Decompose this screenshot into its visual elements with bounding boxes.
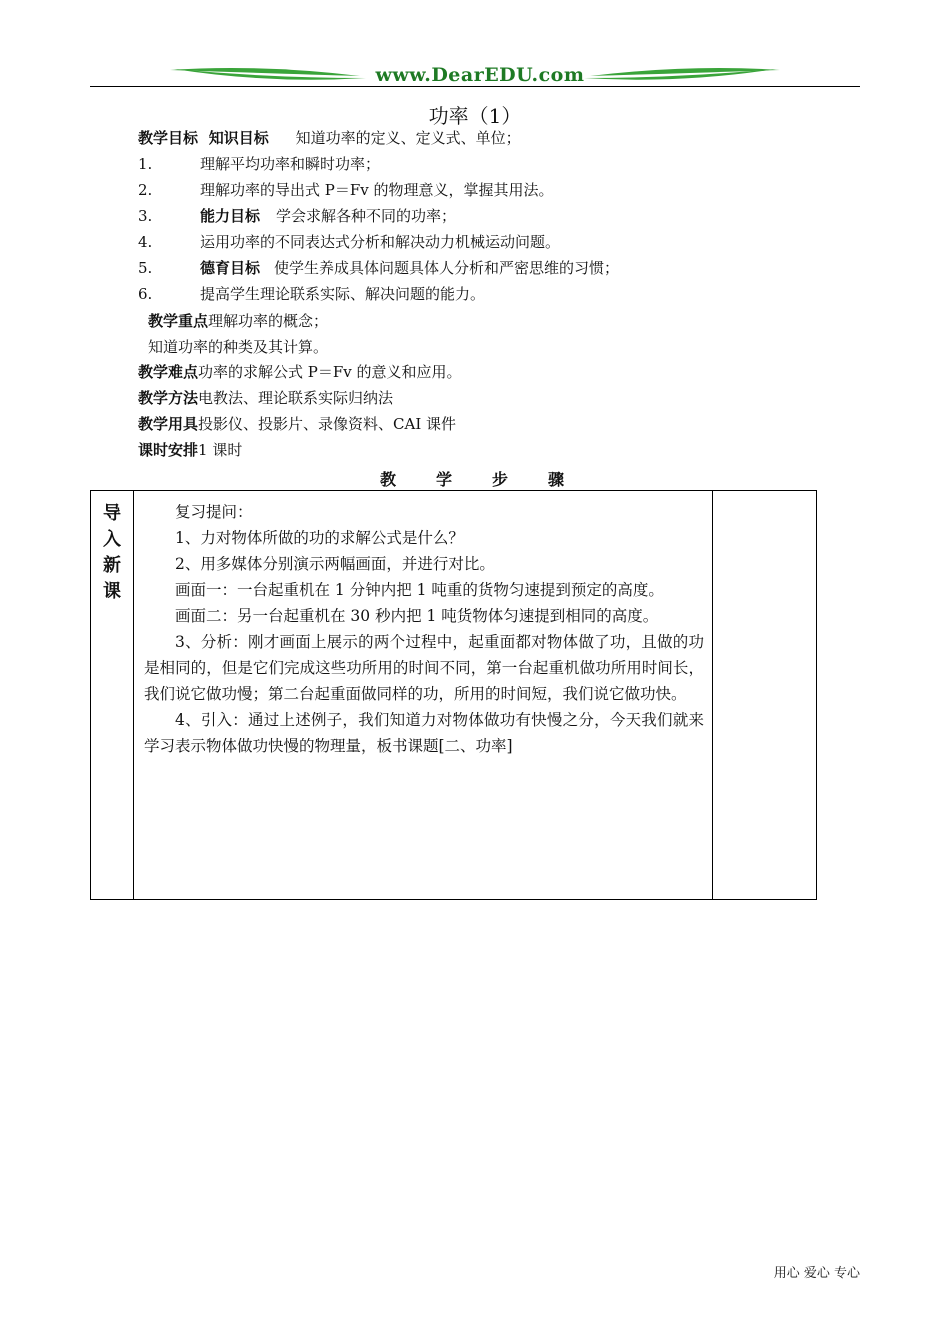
item-text: 使学生养成具体问题具体人分析和严密思维的习惯； (274, 259, 620, 277)
objective-item (138, 232, 560, 252)
moral-label: 德育目标 (200, 259, 261, 277)
paragraph: 画面一：一台起重机在 1 分钟内把 1 吨重的货物匀速提到预定的高度。 (175, 581, 664, 599)
knowledge-label: 知识目标 (208, 129, 269, 147)
key-points-label: 教学重点 (148, 312, 209, 330)
lesson-content-cell (134, 491, 713, 900)
section-label-char: 入 (103, 529, 121, 550)
site-logo-text: www.DearEDU.com (375, 64, 585, 86)
objectives-line (138, 128, 521, 148)
lesson-table (90, 490, 817, 900)
item-number: 5. (138, 259, 153, 277)
key-points-line-2: 知道功率的种类及其计算。 (148, 338, 329, 356)
difficulty-text: 功率的求解公式 P＝Fv 的意义和应用。 (198, 363, 462, 381)
page-title: 功率（1） (428, 104, 522, 128)
objectives-label: 教学目标 (138, 129, 199, 147)
item-text: 运用功率的不同表达式分析和解决动力机械运动问题。 (200, 233, 561, 251)
section-label-char: 导 (103, 503, 121, 524)
item-text: 理解功率的导出式 P＝Fv 的物理意义，掌握其用法。 (200, 181, 554, 199)
paragraph: 3、分析：刚才画面上展示的两个过程中，起重面都对物体做了功，且做的功是相同的，但是它们完成这些功所用的时间不同，第一台起重机做功所用时间长，我们说它做功慢；第二台起重面做同样的功，所用的时间短，我们说它做功快。 (144, 633, 704, 703)
method-text: 电教法、理论联系实际归纳法 (198, 389, 394, 407)
schedule-label: 课时安排 (138, 441, 199, 459)
knowledge-text: 知道功率的定义、定义式、单位； (295, 129, 521, 147)
paragraph: 1、力对物体所做的功的求解公式是什么？ (175, 529, 464, 547)
steps-heading: 教学步骤 (380, 470, 605, 489)
header-rule (90, 86, 860, 87)
item-number: 6. (138, 285, 153, 303)
ability-label: 能力目标 (200, 207, 261, 225)
item-text: 提高学生理论联系实际、解决问题的能力。 (200, 285, 486, 303)
objective-item (138, 154, 380, 174)
notes-cell (713, 491, 817, 900)
paragraph: 2、用多媒体分别演示两幅画面，并进行对比。 (175, 555, 495, 573)
paragraph: 画面二：另一台起重机在 30 秒内把 1 吨货物体匀速提到相同的高度。 (175, 607, 659, 625)
difficulty-label: 教学难点 (138, 363, 199, 381)
item-number: 1. (138, 155, 153, 173)
paragraph: 4、引入：通过上述例子，我们知道力对物体做功有快慢之分，今天我们就来学习表示物体做功快慢的物理量，板书课题[二、功率] (144, 711, 704, 755)
objective-item (138, 206, 456, 226)
item-number: 2. (138, 181, 153, 199)
objective-item (138, 258, 619, 278)
schedule-line (138, 440, 242, 460)
tools-label: 教学用具 (138, 415, 199, 433)
footer-slogan: 用心 爱心 专心 (773, 1266, 860, 1281)
item-number: 3. (138, 207, 153, 225)
difficulty-line (138, 362, 462, 382)
key-points-line (148, 311, 328, 331)
key-points-text: 理解功率的概念； (208, 312, 329, 330)
section-label-cell (91, 491, 134, 900)
objective-item (138, 180, 554, 200)
section-label-char: 新 (103, 555, 121, 576)
section-label-char: 课 (103, 581, 121, 602)
item-number: 4. (138, 233, 153, 251)
tools-text: 投影仪、投影片、录像资料、CAI 课件 (198, 415, 457, 433)
objective-item (138, 284, 485, 304)
tools-line (138, 414, 456, 434)
paragraph: 复习提问： (175, 503, 253, 521)
schedule-text: 1 课时 (198, 441, 243, 459)
item-text: 学会求解各种不同的功率； (276, 207, 457, 225)
method-line (138, 388, 393, 408)
method-label: 教学方法 (138, 389, 199, 407)
item-text: 理解平均功率和瞬时功率； (200, 155, 381, 173)
